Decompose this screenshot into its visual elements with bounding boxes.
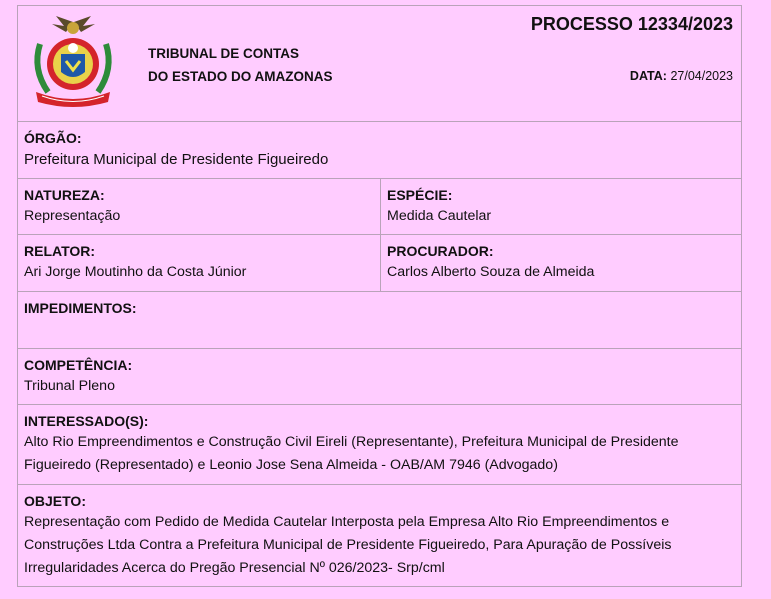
interessados-label: INTERESSADO(S): [24,413,149,429]
process-form [17,5,742,587]
interessados-line2: Figueiredo (Representado) e Leonio Jose Sena Almeida - OAB/AM 7946 (Advogado) [24,457,558,473]
orgao-value: Prefeitura Municipal de Presidente Figueiredo [24,151,329,168]
orgao-label: ÓRGÃO: [24,130,82,146]
natureza-especie-row [18,178,741,234]
orgao-row [18,121,741,178]
date-label: DATA: [629,69,667,83]
interessados-line1: Alto Rio Empreendimentos e Construção Civil Eireli (Representante), Prefeitura Municipal de Presidente [24,434,679,450]
competencia-row [18,348,741,404]
relator-label: RELATOR: [24,243,96,259]
impedimentos-label: IMPEDIMENTOS: [24,300,137,316]
orgao-cell [18,122,741,178]
competencia-value: Tribunal Pleno [24,378,115,394]
competencia-label: COMPETÊNCIA: [24,357,133,373]
process-number: PROCESSO 12334/2023 [530,14,733,34]
procurador-value: Carlos Alberto Souza de Almeida [387,264,595,280]
impedimentos-row [18,291,741,348]
organization-name-line2: DO ESTADO DO AMAZONAS [148,69,333,84]
objeto-cell [18,485,741,588]
objeto-line1: Representação com Pedido de Medida Cautelar Interposta pela Empresa Alto Rio Empreendimentos e [24,514,670,530]
relator-value: Ari Jorge Moutinho da Costa Júnior [24,264,247,280]
relator-procurador-row [18,234,741,291]
natureza-cell [18,179,380,234]
header-row [18,6,741,121]
relator-cell [18,235,380,291]
date-value: 27/04/2023 [670,69,733,83]
especie-label: ESPÉCIE: [387,187,453,203]
especie-value: Medida Cautelar [387,208,492,224]
organization-name [148,42,333,88]
organization-name-line1: TRIBUNAL DE CONTAS [148,46,299,61]
competencia-cell [18,349,741,404]
natureza-value: Representação [24,208,121,224]
objeto-line3: Irregularidades Acerca do Pregão Presencial Nº 026/2023- Srp/cml [24,560,445,576]
natureza-label: NATUREZA: [24,187,105,203]
procurador-label: PROCURADOR: [387,243,494,259]
procurador-cell [380,235,741,291]
coat-of-arms-icon [26,14,121,109]
interessados-cell [18,405,741,484]
impedimentos-cell [18,292,741,348]
objeto-line2: Construções Ltda Contra a Prefeitura Municipal de Presidente Figueiredo, Para Apuração de Possíveis [24,537,672,553]
especie-cell [380,179,741,234]
objeto-row [18,484,741,588]
interessados-row [18,404,741,484]
objeto-label: OBJETO: [24,493,86,509]
process-date [630,69,733,83]
